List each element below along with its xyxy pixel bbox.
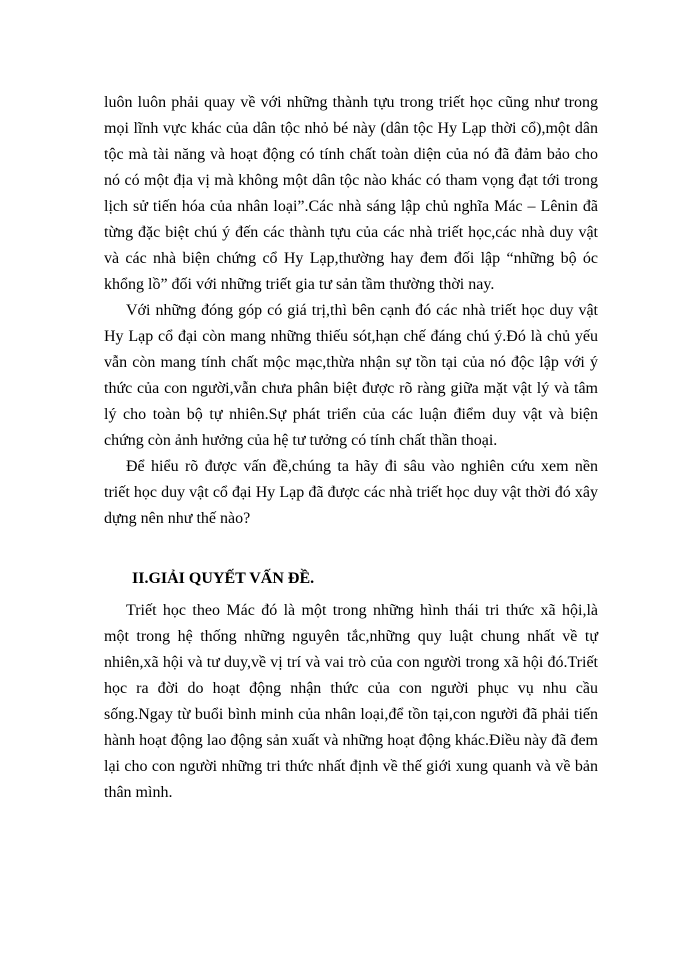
text-line: Triết học theo Mác đó là một trong những hình thái tri thức xã hội,là — [126, 602, 598, 619]
text-line: lại cho con người những tri thức nhất định về thế giới xung quanh và về bản — [104, 758, 598, 775]
text-line: mọi lĩnh vực khác của dân tộc nhỏ bé này (dân tộc Hy Lạp thời cổ),một dân — [104, 120, 598, 137]
text-line: tộc mà tài năng và hoạt động có tính chất toàn diện của nó đã đảm bảo cho — [104, 146, 598, 163]
text-line: hành hoạt động lao động sản xuất và những hoạt động khác.Điều này đã đem — [104, 732, 598, 749]
text-line: thân mình. — [104, 784, 173, 801]
paragraph-4 — [104, 598, 598, 806]
text-line: nhiên,xã hội và tư duy,về vị trí và vai trò của con người trong xã hội đó.Triết — [104, 654, 598, 671]
text-line: khổng lồ” đối với những triết gia tư sản tầm thường thời nay. — [104, 276, 495, 293]
text-line: nó có một địa vị mà không một dân tộc nào khác có tham vọng đạt tới trong — [104, 172, 598, 189]
text-line: dựng nên như thế nào? — [104, 510, 251, 527]
text-line: vẫn còn mang tính chất mộc mạc,thừa nhận sự tồn tại của nó độc lập với ý — [104, 354, 598, 371]
text-line: chứng còn ảnh hưởng của hệ tư tưởng có tính chất thần thoại. — [104, 432, 498, 449]
text-line: lý cho toàn bộ tự nhiên.Sự phát triển của các luận điểm duy vật và biện — [104, 406, 598, 423]
text-line: luôn luôn phải quay về với những thành tựu trong triết học cũng như trong — [104, 94, 598, 111]
section-gap — [104, 532, 598, 566]
paragraph-3 — [104, 454, 598, 532]
text-line: học ra đời do hoạt động nhận thức của con người phục vụ nhu cầu — [104, 680, 598, 697]
text-line: Với những đóng góp có giá trị,thì bên cạnh đó các nhà triết học duy vật — [126, 302, 598, 319]
paragraph-2 — [104, 298, 598, 454]
text-line: thức của con người,vẫn chưa phân biệt được rõ ràng giữa mặt vật lý và tâm — [104, 380, 598, 397]
text-line: và các nhà biện chứng cổ Hy Lạp,thường hay đem đối lập “những bộ óc — [104, 250, 598, 267]
text-line: lịch sử tiến hóa của nhân loại”.Các nhà sáng lập chủ nghĩa Mác – Lênin đã — [104, 198, 598, 215]
section-heading: II.GIẢI QUYẾT VẤN ĐỀ. — [132, 570, 315, 587]
text-line: từng đặc biệt chú ý đến các thành tựu của các nhà triết học,các nhà duy vật — [104, 224, 598, 241]
text-line: sống.Ngay từ buổi bình minh của nhân loại,để tồn tại,con người đã phải tiến — [104, 706, 598, 723]
text-line: Hy Lạp cổ đại còn mang những thiếu sót,hạn chế đáng chú ý.Đó là chủ yếu — [104, 328, 598, 345]
document-page — [104, 90, 598, 806]
text-line: triết học duy vật cổ đại Hy Lạp đã được các nhà triết học duy vật thời đó xây — [104, 484, 598, 501]
text-line: Để hiểu rõ được vấn đề,chúng ta hãy đi sâu vào nghiên cứu xem nền — [126, 458, 598, 475]
paragraph-1 — [104, 90, 598, 298]
text-line: một trong hệ thống những nguyên tắc,những quy luật chung nhất về tự — [104, 628, 598, 645]
